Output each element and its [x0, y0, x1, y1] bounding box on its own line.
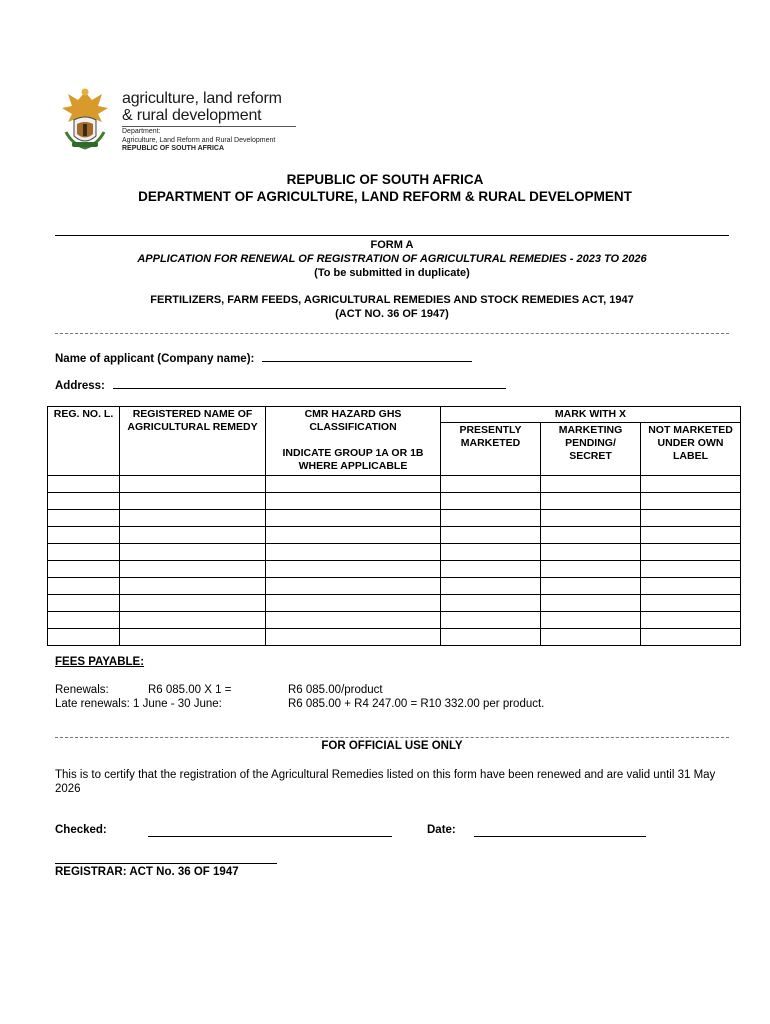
top-rule [55, 235, 729, 236]
table-cell[interactable] [48, 493, 120, 510]
table-cell[interactable] [641, 629, 741, 646]
table-cell[interactable] [120, 493, 266, 510]
table-cell[interactable] [441, 561, 541, 578]
table-cell[interactable] [441, 493, 541, 510]
table-row [48, 476, 741, 493]
official-divider [55, 737, 729, 738]
logo-title-line2: & rural development [122, 107, 262, 124]
table-cell[interactable] [48, 476, 120, 493]
table-cell[interactable] [541, 595, 641, 612]
table-cell[interactable] [266, 578, 441, 595]
table-cell[interactable] [266, 476, 441, 493]
table-cell[interactable] [441, 476, 541, 493]
table-row [48, 544, 741, 561]
table-cell[interactable] [541, 612, 641, 629]
date-label: Date: [427, 824, 456, 836]
logo-divider [122, 126, 296, 127]
table-cell[interactable] [120, 595, 266, 612]
header-not-marketed: NOT MARKETED UNDER OWN LABEL [641, 423, 741, 476]
table-cell[interactable] [541, 476, 641, 493]
section-divider [55, 333, 729, 334]
table-cell[interactable] [441, 510, 541, 527]
address-input-line[interactable] [113, 378, 506, 389]
act-line1: FERTILIZERS, FARM FEEDS, AGRICULTURAL REMEDIES AND STOCK REMEDIES ACT, 1947 [150, 294, 634, 306]
table-cell[interactable] [120, 578, 266, 595]
table-row [48, 629, 741, 646]
registrar-label: REGISTRAR: ACT No. 36 OF 1947 [55, 866, 239, 878]
checked-label: Checked: [55, 824, 107, 836]
late-renewals-label: Late renewals: 1 June - 30 June: [55, 698, 222, 710]
act-line2: (ACT NO. 36 OF 1947) [335, 308, 449, 320]
header-reg-no: REG. NO. L. [48, 407, 120, 476]
table-cell[interactable] [441, 612, 541, 629]
address-field [55, 378, 506, 392]
table-row [48, 510, 741, 527]
table-cell[interactable] [541, 578, 641, 595]
table-cell[interactable] [120, 561, 266, 578]
table-cell[interactable] [120, 544, 266, 561]
table-row [48, 561, 741, 578]
table-cell[interactable] [120, 629, 266, 646]
table-cell[interactable] [48, 595, 120, 612]
header-cmr-classification [266, 407, 441, 476]
table-cell[interactable] [641, 476, 741, 493]
header-presently-marketed: PRESENTLY MARKETED [441, 423, 541, 476]
table-row [48, 595, 741, 612]
table-cell[interactable] [541, 493, 641, 510]
table-cell[interactable] [266, 612, 441, 629]
table-cell[interactable] [266, 629, 441, 646]
table-cell[interactable] [48, 578, 120, 595]
department-logo [58, 86, 328, 152]
table-cell[interactable] [641, 493, 741, 510]
table-cell[interactable] [541, 510, 641, 527]
table-cell[interactable] [641, 510, 741, 527]
table-cell[interactable] [120, 612, 266, 629]
table-cell[interactable] [120, 527, 266, 544]
table-cell[interactable] [441, 629, 541, 646]
table-cell[interactable] [120, 510, 266, 527]
table-cell[interactable] [266, 527, 441, 544]
registrar-signature-line[interactable] [55, 863, 277, 864]
table-cell[interactable] [441, 544, 541, 561]
table-cell[interactable] [441, 527, 541, 544]
late-renewals-result: R6 085.00 + R4 247.00 = R10 332.00 per product. [288, 698, 545, 710]
remedies-table [47, 406, 741, 646]
logo-country: REPUBLIC OF SOUTH AFRICA [122, 145, 225, 152]
address-label: Address: [55, 380, 105, 392]
certify-text: This is to certify that the registration of the Agricultural Remedies listed on this form have been renewed and are valid until 31 May 2026 [55, 769, 716, 795]
official-use-title: FOR OFFICIAL USE ONLY [321, 740, 463, 752]
table-cell[interactable] [641, 578, 741, 595]
header-cmr-line2: INDICATE GROUP 1A OR 1B WHERE APPLICABLE [282, 447, 424, 472]
header-department: DEPARTMENT OF AGRICULTURE, LAND REFORM & RURAL DEVELOPMENT [138, 189, 632, 204]
table-cell[interactable] [48, 629, 120, 646]
header-cmr-line1: CMR HAZARD GHS CLASSIFICATION [304, 408, 402, 433]
table-row [48, 578, 741, 595]
applicant-field [55, 351, 472, 365]
renewals-label: Renewals: [55, 684, 109, 696]
table-cell[interactable] [48, 612, 120, 629]
table-cell[interactable] [266, 544, 441, 561]
table-cell[interactable] [266, 493, 441, 510]
renewals-result: R6 085.00/product [288, 684, 383, 696]
form-note: (To be submitted in duplicate) [314, 267, 470, 279]
table-cell[interactable] [120, 476, 266, 493]
logo-dept-name: Agriculture, Land Reform and Rural Development [122, 136, 276, 144]
coat-of-arms-icon [58, 86, 112, 150]
table-cell[interactable] [48, 544, 120, 561]
header-marketing-pending: MARKETING PENDING/ SECRET [541, 423, 641, 476]
table-cell[interactable] [641, 561, 741, 578]
form-title: APPLICATION FOR RENEWAL OF REGISTRATION OF AGRICULTURAL REMEDIES - 2023 TO 2026 [137, 253, 647, 265]
table-cell[interactable] [641, 612, 741, 629]
applicant-input-line[interactable] [262, 351, 472, 362]
checked-signature-line[interactable] [148, 836, 392, 837]
table-cell[interactable] [641, 544, 741, 561]
date-input-line[interactable] [474, 836, 646, 837]
applicant-label: Name of applicant (Company name): [55, 353, 255, 365]
table-cell[interactable] [48, 510, 120, 527]
table-row [48, 527, 741, 544]
table-cell[interactable] [266, 510, 441, 527]
header-mark-with-x: MARK WITH X [441, 407, 741, 423]
table-cell[interactable] [266, 561, 441, 578]
table-cell[interactable] [541, 544, 641, 561]
table-row [48, 612, 741, 629]
header-registered-name: REGISTERED NAME OF AGRICULTURAL REMEDY [120, 407, 266, 476]
table-row [48, 493, 741, 510]
logo-title-line1: agriculture, land reform [122, 90, 282, 107]
table-cell[interactable] [48, 561, 120, 578]
table-cell[interactable] [541, 629, 641, 646]
table-cell[interactable] [266, 595, 441, 612]
logo-dept-label: Department: [122, 128, 161, 135]
table-cell[interactable] [541, 527, 641, 544]
table-cell[interactable] [441, 595, 541, 612]
table-cell[interactable] [641, 595, 741, 612]
table-cell[interactable] [48, 527, 120, 544]
table-cell[interactable] [441, 578, 541, 595]
table-cell[interactable] [541, 561, 641, 578]
renewals-calc: R6 085.00 X 1 = [148, 684, 232, 696]
form-name: FORM A [370, 239, 414, 251]
table-cell[interactable] [641, 527, 741, 544]
header-country: REPUBLIC OF SOUTH AFRICA [286, 172, 484, 187]
fees-title: FEES PAYABLE: [55, 656, 145, 668]
